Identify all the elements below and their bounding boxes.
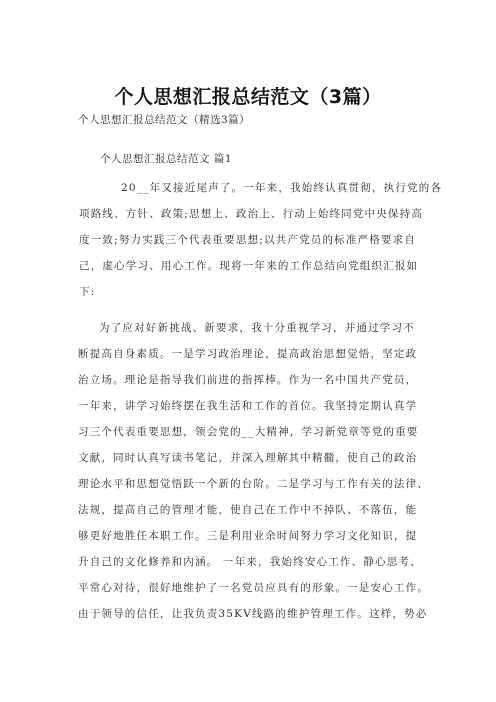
paragraph2-line: 断提高自身素质。一是学习政治理论，提高政治思想觉悟，坚定政 — [78, 348, 418, 360]
paragraph2-line: 够更好地胜任本职工作。三是利用业余时间努力学习文化知识，提 — [78, 530, 418, 542]
paragraph1-line: 度一致;努力实践三个代表重要思想;以共产党员的标准严格要求自 — [79, 234, 417, 246]
paragraph2-line: 升自己的文化修养和内涵。 一年来，我始终安心工作、静心思考、 — [78, 556, 422, 568]
paragraph2-line: 习三个代表重要思想，领会党的__大精神，学习新党章等党的重要 — [78, 426, 419, 438]
paragraph1-line: 己，虚心学习、用心工作。现将一年来的工作总结向党组织汇报如 — [79, 260, 419, 272]
paragraph2-line: 理论水平和思想觉悟跃一个新的台阶。二是学习与工作有关的法律、 — [78, 478, 429, 490]
section-heading: 个人思想汇报总结范文 篇1 — [100, 153, 233, 165]
paragraph2-line: 一年来，讲学习始终摆在我生活和工作的首位。我坚持定期认真学 — [78, 400, 418, 412]
document-title: 个人思想汇报总结范文（3篇） — [114, 86, 382, 108]
paragraph2-line: 法规，提高自己的管理才能，使自己在工作中不掉队、不落伍，能 — [78, 504, 418, 516]
paragraph2-line: 为了应对好新挑战、新要求，我十分重视学习，并通过学习不 — [99, 322, 415, 334]
paragraph2-line: 平常心对待，很好地维护了一名党员应具有的形象。一是安心工作。 — [78, 582, 429, 594]
paragraph2-line: 由于领导的信任，让我负责35KV线路的维护管理工作。这样，势必 — [78, 608, 428, 620]
paragraph1-line: 项路线、方针、政策;思想上、政治上、行动上始终同党中央保持高 — [79, 208, 424, 220]
document-subtitle: 个人思想汇报总结范文（精选3篇） — [78, 114, 251, 126]
paragraph2-line: 文献，同时认真写读书笔记，并深入理解其中精髓，使自己的政治 — [78, 452, 418, 464]
paragraph2-line: 治立场。理论是指导我们前进的指挥棒。作为一名中国共产党员， — [78, 374, 418, 386]
paragraph1-line: 下: — [79, 286, 96, 298]
paragraph1-line: 20__年又接近尾声了。一年来，我始终认真贯彻，执行党的各 — [121, 182, 443, 194]
